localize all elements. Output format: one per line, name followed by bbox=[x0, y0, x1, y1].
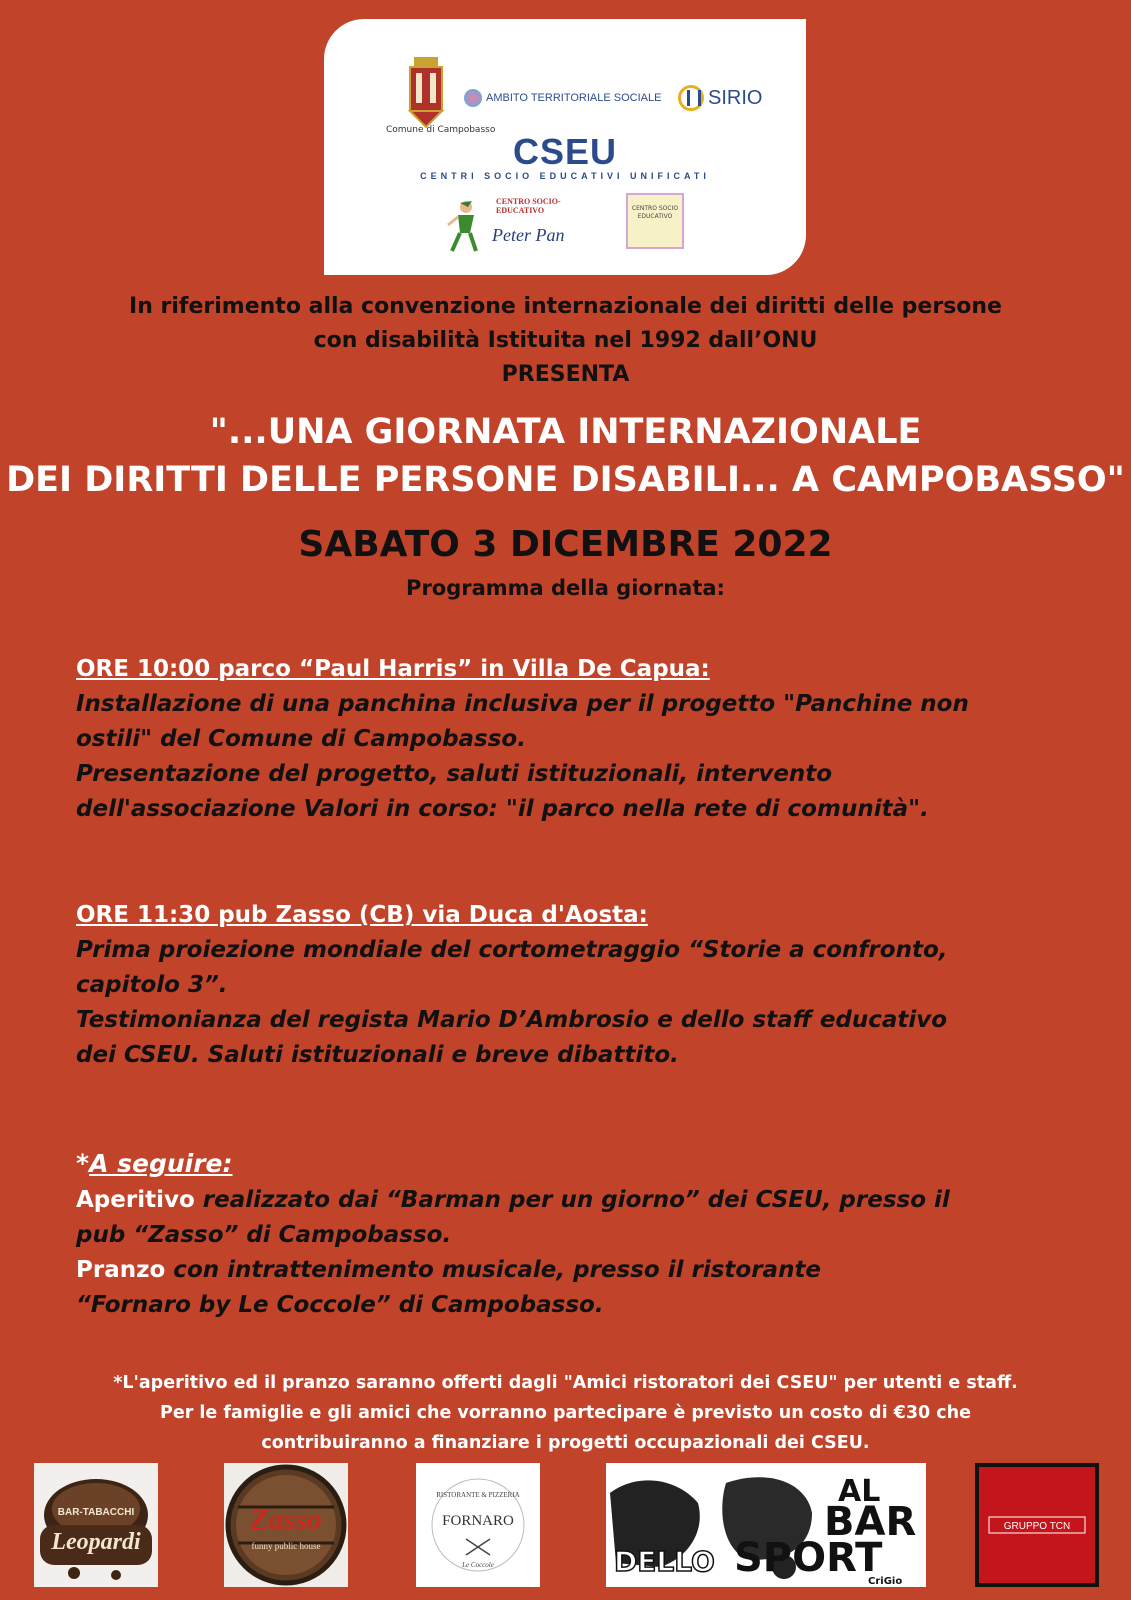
peter-pan-caption: CENTRO SOCIO-EDUCATIVO bbox=[496, 197, 561, 215]
fornaro-top-text: RISTORANTE & PIZZERIA bbox=[436, 1491, 520, 1499]
pranzo-text: con intrattenimento musicale, presso il ristorante bbox=[165, 1257, 822, 1283]
pranzo-line-2: “Fornaro by Le Coccole” di Campobasso. bbox=[76, 1292, 604, 1318]
program-item-2-heading: ORE 11:30 pub Zasso (CB) via Duca d'Aosta: bbox=[76, 902, 648, 928]
program-item-2-line-4: dei CSEU. Saluti istituzionali e breve dibattito. bbox=[76, 1042, 679, 1068]
bar-dello-sport-artwork-icon bbox=[606, 1463, 926, 1587]
program-item-1-line-2: ostili" del Comune di Campobasso. bbox=[76, 726, 526, 752]
ats-logo bbox=[464, 89, 661, 107]
fornaro-emblem-icon bbox=[416, 1463, 540, 1587]
sponsor-gruppo-tcn-logo bbox=[975, 1463, 1099, 1587]
bar-sub-text: CriGio bbox=[868, 1576, 903, 1587]
sponsor-fornaro-logo bbox=[416, 1463, 540, 1587]
peter-pan-logo bbox=[446, 191, 586, 261]
program-item-2-line-1: Prima proiezione mondiale del cortometraggio “Storie a confronto, bbox=[76, 937, 948, 963]
logo-card bbox=[324, 19, 806, 275]
event-title-line-1: "...UNA GIORNATA INTERNAZIONALE bbox=[209, 412, 922, 452]
zasso-sub-text: funny public house bbox=[251, 1541, 321, 1551]
intro bbox=[0, 290, 1131, 392]
zasso-name-text: Zasso bbox=[250, 1503, 322, 1536]
footnote-line-3: contribuiranno a finanziare i progetti occupazionali dei CSEU. bbox=[261, 1433, 870, 1453]
coffee-cup-icon bbox=[34, 1463, 158, 1587]
fornaro-sub-text: Le Coccole bbox=[462, 1561, 494, 1569]
intro-line-2: con disabilità Istituita nel 1992 dall’ONU bbox=[313, 328, 818, 353]
footnote bbox=[0, 1368, 1131, 1458]
aperitivo-line-2: pub “Zasso” di Campobasso. bbox=[76, 1222, 452, 1248]
bar-al-text: AL bbox=[838, 1474, 881, 1509]
fornaro-name-text: FORNARO bbox=[442, 1513, 514, 1529]
event-date: SABATO 3 DICEMBRE 2022 bbox=[298, 524, 833, 565]
pranzo-line bbox=[76, 1253, 1076, 1288]
program-item-2 bbox=[76, 898, 1076, 1073]
sponsor-bar-dello-sport-logo bbox=[606, 1463, 926, 1587]
cseu-subtitle: CENTRI SOCIO EDUCATIVI UNIFICATI bbox=[420, 171, 710, 181]
footnote-line-1: *L'aperitivo ed il pranzo saranno offerti dagli "Amici ristoratori dei CSEU" per utenti e staff. bbox=[113, 1373, 1018, 1393]
bar-sport-text: SPORT bbox=[734, 1535, 883, 1581]
ats-label: AMBITO TERRITORIALE SOCIALE bbox=[486, 92, 662, 104]
leopardi-top-text: BAR-TABACCHI bbox=[57, 1507, 135, 1518]
program-item-1-line-4: dell'associazione Valori in corso: "il parco nella rete di comunità". bbox=[76, 796, 929, 822]
program-item-1-line-1: Installazione di una panchina inclusiva per il progetto "Panchine non bbox=[76, 691, 969, 717]
sirio-logo bbox=[678, 85, 762, 111]
cseu-title: CSEU bbox=[512, 131, 618, 172]
sponsor-zasso-logo bbox=[224, 1463, 348, 1587]
aperitivo-text: realizzato dai “Barman per un giorno” dei CSEU, presso il bbox=[194, 1187, 950, 1213]
program-subtitle: Programma della giornata: bbox=[406, 576, 725, 600]
crest-caption: Comune di Campobasso bbox=[386, 125, 496, 135]
barrel-icon bbox=[224, 1463, 348, 1587]
peter-pan-figure-icon bbox=[446, 199, 480, 253]
sponsor-leopardi-logo bbox=[34, 1463, 158, 1587]
program-item-1-heading: ORE 10:00 parco “Paul Harris” in Villa De Capua: bbox=[76, 656, 710, 682]
peter-pan-name: Peter Pan bbox=[492, 225, 565, 245]
program-item-3 bbox=[76, 1146, 1076, 1323]
bar-bar-text: BAR bbox=[824, 1499, 917, 1545]
tcn-label-text: GRUPPO TCN bbox=[1003, 1521, 1071, 1532]
bar-dello-text: DELLO bbox=[614, 1545, 715, 1578]
second-center-logo: CENTRO SOCIO EDUCATIVO bbox=[626, 193, 684, 249]
aperitivo-line bbox=[76, 1183, 1076, 1218]
pranzo-label: Pranzo bbox=[76, 1257, 166, 1283]
program-item-2-line-2: capitolo 3”. bbox=[76, 972, 228, 998]
ats-mark-icon bbox=[464, 89, 482, 107]
aperitivo-label: Aperitivo bbox=[76, 1187, 195, 1213]
leopardi-name-text: Leopardi bbox=[51, 1529, 141, 1555]
sirio-label: SIRIO bbox=[708, 86, 763, 109]
intro-line-1: In riferimento alla convenzione internazionale dei diritti delle persone bbox=[129, 294, 1002, 319]
intro-line-3: PRESENTA bbox=[501, 362, 630, 387]
gruppo-tcn-badge-icon bbox=[975, 1463, 1099, 1587]
program-item-3-heading-row bbox=[76, 1146, 1076, 1183]
program-item-1 bbox=[76, 652, 1076, 827]
program-item-3-heading: A seguire: bbox=[89, 1149, 233, 1178]
sirio-mark-icon bbox=[678, 85, 704, 111]
program-item-2-line-3: Testimonianza del regista Mario D’Ambrosio e dello staff educativo bbox=[76, 1007, 948, 1033]
asterisk: * bbox=[76, 1149, 90, 1178]
program-item-1-line-3: Presentazione del progetto, saluti istituzionali, intervento bbox=[76, 761, 833, 787]
campobasso-crest-icon bbox=[406, 53, 446, 133]
footnote-line-2: Per le famiglie e gli amici che vorranno partecipare è previsto un costo di €30 che bbox=[160, 1403, 971, 1423]
event-title bbox=[0, 408, 1131, 504]
event-title-line-2: DEI DIRITTI DELLE PERSONE DISABILI... A CAMPOBASSO" bbox=[6, 460, 1125, 500]
